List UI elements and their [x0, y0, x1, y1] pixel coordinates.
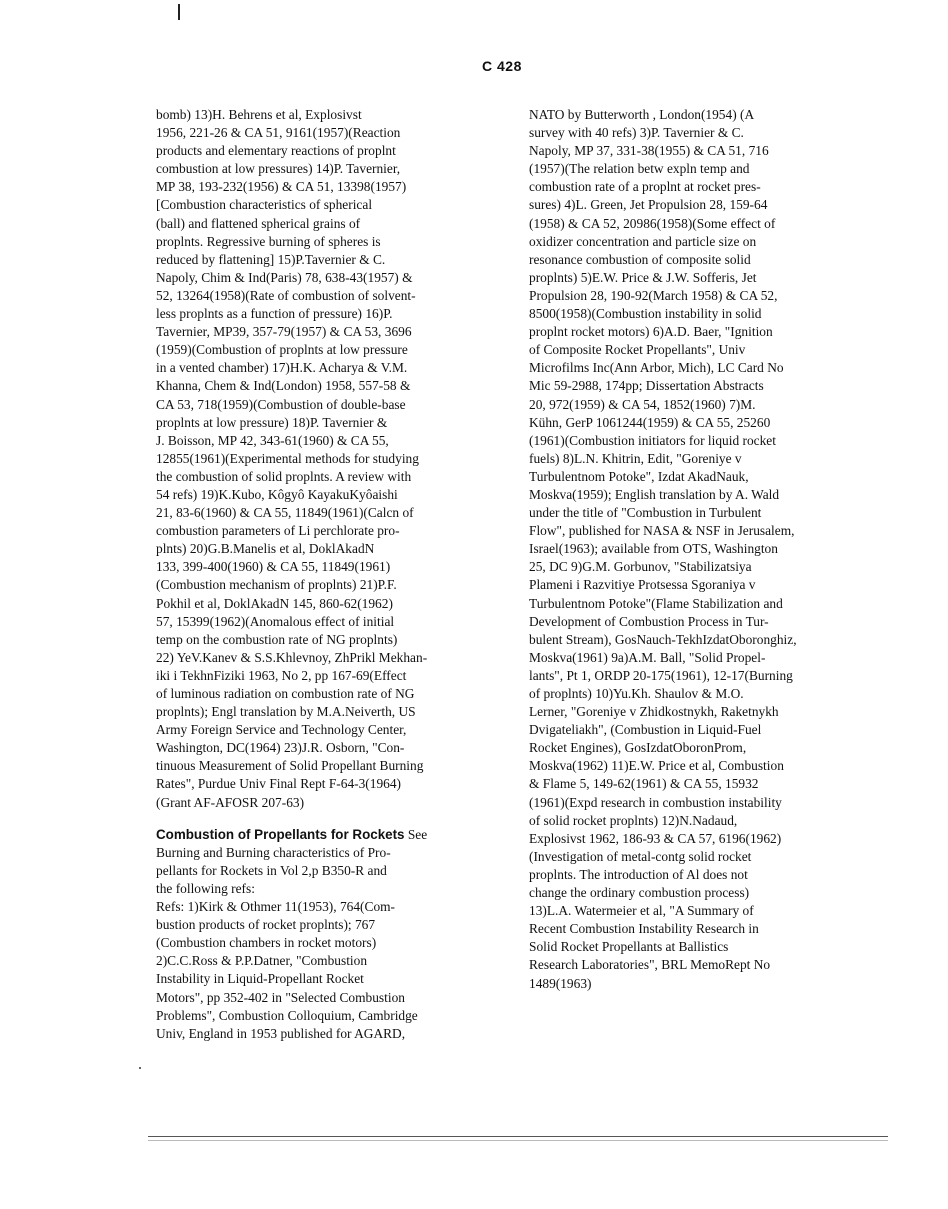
right-column-line: under the title of "Combustion in Turbulent	[529, 505, 762, 521]
left-column-line: of luminous radiation on combustion rate of NG	[156, 686, 415, 701]
right-column-line: Solid Rocket Propellants at Ballistics	[529, 939, 729, 955]
left-column-line: (ball) and flattened spherical grains of	[156, 215, 361, 231]
left-column-line: pellants for Rockets in Vol 2,p B350-R and	[156, 862, 387, 878]
right-column-line: change the ordinary combustion process)	[529, 885, 750, 901]
right-column-line: 1489(1963)	[529, 975, 592, 991]
right-column-line: (1961)(Combustion initiators for liquid rocket	[529, 432, 776, 448]
right-column-line: Propulsion 28, 190-92(March 1958) & CA 52,	[529, 287, 778, 303]
right-column-line: 13)L.A. Watermeier et al, "A Summary of	[529, 903, 754, 919]
right-column-line: oxidizer concentration and particle size on	[529, 233, 757, 249]
right-column-line: (1957)(The relation betw expln temp and	[529, 161, 750, 177]
left-column-line: (Grant AF-AFOSR 207-63)	[156, 794, 305, 810]
right-column-line: lants", Pt 1, ORDP 20-175(1961), 12-17(Burning	[529, 667, 793, 683]
right-column-line: & Flame 5, 149-62(1961) & CA 55, 15932	[529, 776, 759, 792]
left-column-line: 2)C.C.Ross & P.P.Datner, "Combustion	[156, 953, 368, 969]
left-column-line: Instability in Liquid-Propellant Rocket	[156, 971, 364, 987]
left-column-line: 22) YeV.Kanev & S.S.Khlevnoy, ZhPrikl Mekhan-	[156, 649, 428, 665]
right-column-line: Dvigateliakh", (Combustion in Liquid-Fuel	[529, 722, 762, 738]
left-column-line: CA 53, 718(1959)(Combustion of double-base	[156, 396, 406, 412]
right-column-line: Kühn, GerP 1061244(1959) & CA 55, 25260	[529, 414, 771, 430]
right-column-line: Mic 59-2988, 174pp; Dissertation Abstracts	[529, 378, 764, 394]
right-column-line: Moskva(1961) 9a)A.M. Ball, "Solid Propel-	[529, 649, 766, 665]
right-column-line: Explosivst 1962, 186-93 & CA 57, 6196(1962)	[529, 830, 782, 846]
right-column-line: Turbulentnom Potoke", Izdat AkadNauk,	[529, 468, 749, 484]
left-column-line: Army Foreign Service and Technology Center,	[156, 722, 407, 738]
left-column-line: Burning and Burning characteristics of Pro-	[156, 844, 391, 860]
right-column-line: fuels) 8)L.N. Khitrin, Edit, "Goreniye v	[529, 450, 742, 466]
right-column-line: of proplnts) 10)Yu.Kh. Shaulov & M.O.	[529, 686, 744, 701]
left-column-line: 54 refs) 19)K.Kubo, Kôgyô KayakuKyôaishi	[156, 486, 398, 502]
left-column-line: bomb) 13)H. Behrens et al, Explosivst	[156, 107, 362, 122]
left-column-line: in a vented chamber) 17)H.K. Acharya & V.M.	[156, 360, 408, 376]
right-column-line: resonance combustion of composite solid	[529, 251, 751, 267]
left-column-line: 57, 15399(1962)(Anomalous effect of initial	[156, 613, 395, 629]
left-column-line: combustion parameters of Li perchlorate pro-	[156, 523, 400, 539]
left-column-line: Rates", Purdue Univ Final Rept F-64-3(1964)	[156, 776, 401, 792]
right-column-line: (1958) & CA 52, 20986(1958)(Some effect of	[529, 215, 776, 231]
right-column-line: combustion rate of a proplnt at rocket pres-	[529, 179, 761, 195]
left-column-line: less proplnts as a function of pressure) 16)P.	[156, 306, 393, 322]
left-column-line: [Combustion characteristics of spherical	[156, 197, 373, 213]
right-column-line: Recent Combustion Instability Research in	[529, 921, 759, 937]
right-column-line: of Composite Rocket Propellants", Univ	[529, 342, 746, 358]
right-column-line: proplnts. The introduction of Al does not	[529, 866, 748, 882]
left-column	[156, 106, 488, 1043]
right-column-line: Turbulentnom Potoke"(Flame Stabilization and	[529, 595, 783, 611]
left-column-line: combustion at low pressures) 14)P. Tavernier,	[156, 161, 401, 177]
left-column-line: Tavernier, MP39, 357-79(1957) & CA 53, 3696	[156, 324, 412, 340]
footer-rule-shadow	[148, 1140, 888, 1141]
left-column-line: reduced by flattening] 15)P.Tavernier & C.	[156, 251, 386, 267]
left-column-line: proplnts); Engl translation by M.A.Neiverth, US	[156, 704, 416, 720]
left-column-line: 1956, 221-26 & CA 51, 9161(1957)(Reaction	[156, 125, 401, 141]
right-column-line: Plameni i Razvitiye Protsessa Sgoraniya v	[529, 577, 756, 593]
left-column-line: Refs: 1)Kirk & Othmer 11(1953), 764(Com-	[156, 899, 396, 915]
right-column-line: Rocket Engines), GosIzdatOboronProm,	[529, 740, 747, 756]
right-column-line: 20, 972(1959) & CA 54, 1852(1960) 7)M.	[529, 396, 756, 412]
right-column-line: Moskva(1962) 11)E.W. Price et al, Combustion	[529, 758, 784, 774]
left-column-line: plnts) 20)G.B.Manelis et al, DoklAkadN	[156, 541, 375, 557]
left-column-line: Motors", pp 352-402 in "Selected Combustion	[156, 989, 405, 1005]
left-column-line: iki i TekhnFiziki 1963, No 2, pp 167-69(Effect	[156, 667, 407, 683]
scan-dot	[139, 1067, 141, 1069]
right-column-line: survey with 40 refs) 3)P. Tavernier & C.	[529, 125, 744, 141]
right-column-line: 8500(1958)(Combustion instability in solid	[529, 306, 762, 322]
right-column-line: 25, DC 9)G.M. Gorbunov, "Stabilizatsiya	[529, 559, 752, 575]
left-column-line	[156, 812, 488, 826]
right-column-line: NATO by Butterworth , London(1954) (A	[529, 107, 755, 122]
page-number: C 428	[482, 58, 522, 74]
left-column-line: bustion products of rocket proplnts); 767	[156, 917, 376, 933]
right-column-line: Flow", published for NASA & NSF in Jerusalem,	[529, 523, 795, 539]
left-column-line: Khanna, Chem & Ind(London) 1958, 557-58 &	[156, 378, 411, 394]
left-column-line: 52, 13264(1958)(Rate of combustion of solvent-	[156, 287, 416, 303]
left-column-line: proplnts. Regressive burning of spheres is	[156, 233, 381, 249]
left-column-line: the following refs:	[156, 880, 255, 896]
right-column	[529, 106, 859, 993]
left-column-line: 133, 399-400(1960) & CA 55, 11849(1961)	[156, 559, 391, 575]
left-column-line: 21, 83-6(1960) & CA 55, 11849(1961)(Calcn of	[156, 505, 414, 521]
right-column-line: Lerner, "Goreniye v Zhidkostnykh, Raketnykh	[529, 704, 779, 720]
left-column-line: J. Boisson, MP 42, 343-61(1960) & CA 55,	[156, 432, 389, 448]
left-column-line: products and elementary reactions of proplnt	[156, 143, 396, 159]
right-column-line: bulent Stream), GosNauch-TekhIzdatOboronghiz,	[529, 631, 797, 647]
right-column-line: Napoly, MP 37, 331-38(1955) & CA 51, 716	[529, 143, 769, 159]
left-column-line: tinuous Measurement of Solid Propellant Burning	[156, 758, 424, 774]
right-column-line: Microfilms Inc(Ann Arbor, Mich), LC Card No	[529, 360, 784, 376]
right-column-line: (Investigation of metal-contg solid rocket	[529, 848, 752, 864]
left-column-line: Napoly, Chim & Ind(Paris) 78, 638-43(1957) &	[156, 269, 413, 285]
section-heading-line: Combustion of Propellants for Rockets See	[156, 826, 428, 842]
right-column-line: Development of Combustion Process in Tur-	[529, 613, 769, 629]
right-column-line: proplnts) 5)E.W. Price & J.W. Sofferis, Jet	[529, 269, 757, 285]
left-column-line: MP 38, 193-232(1956) & CA 51, 13398(1957)	[156, 179, 407, 195]
left-column-line: (1959)(Combustion of proplnts at low pressure	[156, 342, 408, 358]
left-column-line: the combustion of solid proplnts. A review with	[156, 468, 412, 484]
left-column-line: Problems", Combustion Colloquium, Cambridge	[156, 1007, 418, 1023]
left-column-line: Univ, England in 1953 published for AGARD,	[156, 1025, 406, 1041]
left-column-line: proplnts at low pressure) 18)P. Tavernier &	[156, 414, 388, 430]
left-column-line: Washington, DC(1964) 23)J.R. Osborn, "Con-	[156, 740, 405, 756]
left-column-line: (Combustion mechanism of proplnts) 21)P.F.	[156, 577, 397, 593]
right-column-line: Israel(1963); available from OTS, Washington	[529, 541, 778, 557]
right-column-line: of solid rocket proplnts) 12)N.Nadaud,	[529, 812, 738, 828]
right-column-line: sures) 4)L. Green, Jet Propulsion 28, 159-64	[529, 197, 768, 213]
right-column-line: proplnt rocket motors) 6)A.D. Baer, "Ignition	[529, 324, 773, 340]
section-heading: Combustion of Propellants for Rockets	[156, 826, 405, 842]
right-column-line: Research Laboratories", BRL MemoRept No	[529, 957, 771, 973]
left-column-line: Pokhil et al, DoklAkadN 145, 860-62(1962)	[156, 595, 393, 611]
right-column-line: Moskva(1959); English translation by A. Wald	[529, 486, 780, 502]
left-column-line: temp on the combustion rate of NG proplnts)	[156, 631, 398, 647]
scan-mark	[178, 4, 180, 20]
footer-rule	[148, 1136, 888, 1137]
left-column-line: (Combustion chambers in rocket motors)	[156, 935, 377, 951]
left-column-line: 12855(1961)(Experimental methods for studying	[156, 450, 419, 466]
right-column-line: (1961)(Expd research in combustion instability	[529, 794, 782, 810]
